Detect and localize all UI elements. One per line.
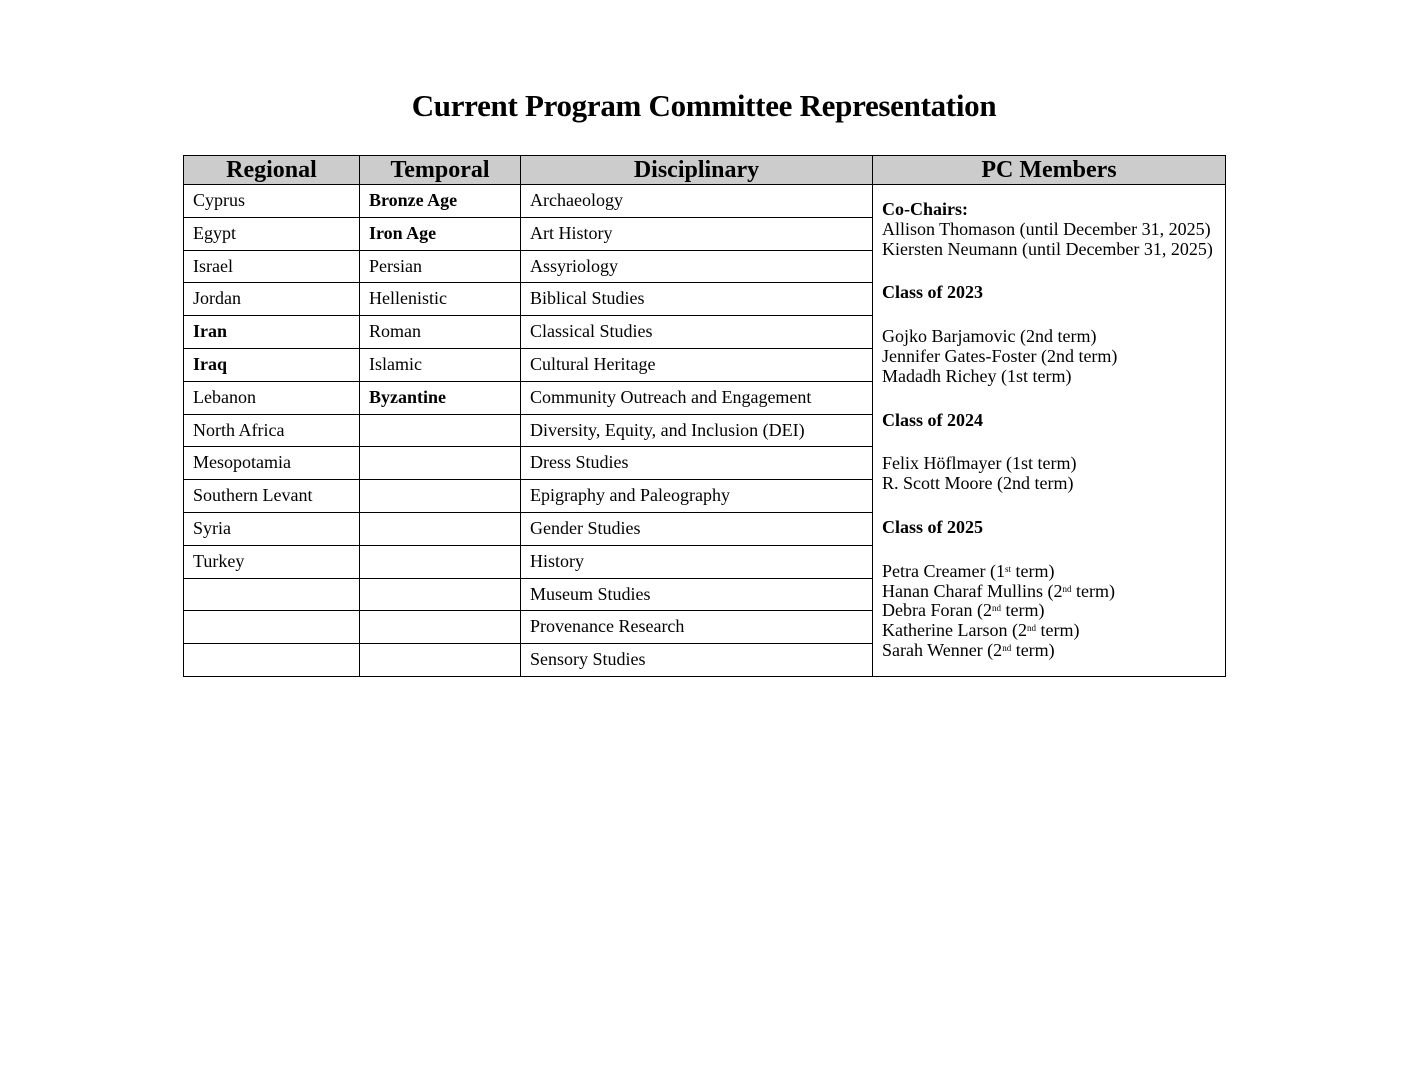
- header-disciplinary: Disciplinary: [521, 156, 873, 185]
- temporal-cell: Islamic: [360, 348, 521, 381]
- table-row: [184, 185, 1226, 218]
- regional-cell: Southern Levant: [184, 480, 360, 513]
- cochairs-heading: Co-Chairs:: [882, 199, 968, 220]
- temporal-cell: Byzantine: [360, 381, 521, 414]
- disciplinary-cell: Diversity, Equity, and Inclusion (DEI): [521, 414, 873, 447]
- disciplinary-cell: Gender Studies: [521, 512, 873, 545]
- regional-cell: Lebanon: [184, 381, 360, 414]
- pc-members-cell: [873, 185, 1226, 677]
- regional-cell: [184, 611, 360, 644]
- header-row: [184, 156, 1226, 185]
- member-entry: Kiersten Neumann (until December 31, 2025): [882, 238, 1213, 259]
- disciplinary-cell: Sensory Studies: [521, 644, 873, 677]
- class-2024-heading: Class of 2024: [882, 409, 984, 430]
- regional-cell: Iran: [184, 316, 360, 349]
- regional-cell: Israel: [184, 250, 360, 283]
- committee-table: [183, 155, 1226, 677]
- temporal-cell: [360, 545, 521, 578]
- regional-cell: Cyprus: [184, 185, 360, 218]
- class-2025-heading: Class of 2025: [882, 517, 984, 538]
- regional-cell: North Africa: [184, 414, 360, 447]
- member-entry: Gojko Barjamovic (2nd term): [882, 326, 1097, 347]
- header-temporal: Temporal: [360, 156, 521, 185]
- disciplinary-cell: History: [521, 545, 873, 578]
- disciplinary-cell: Assyriology: [521, 250, 873, 283]
- disciplinary-cell: Dress Studies: [521, 447, 873, 480]
- disciplinary-cell: Provenance Research: [521, 611, 873, 644]
- regional-cell: [184, 644, 360, 677]
- temporal-cell: Hellenistic: [360, 283, 521, 316]
- member-entry: Hanan Charaf Mullins (2nd term): [882, 580, 1115, 601]
- temporal-cell: [360, 512, 521, 545]
- temporal-cell: [360, 480, 521, 513]
- page-title: Current Program Committee Representation: [411, 88, 997, 123]
- regional-cell: [184, 578, 360, 611]
- class-2023-heading: Class of 2023: [882, 282, 984, 303]
- disciplinary-cell: Biblical Studies: [521, 283, 873, 316]
- member-entry: Allison Thomason (until December 31, 2025): [882, 218, 1211, 239]
- disciplinary-cell: Classical Studies: [521, 316, 873, 349]
- disciplinary-cell: Cultural Heritage: [521, 348, 873, 381]
- member-entry: Debra Foran (2nd term): [882, 600, 1045, 621]
- temporal-cell: Roman: [360, 316, 521, 349]
- regional-cell: Egypt: [184, 217, 360, 250]
- temporal-cell: Persian: [360, 250, 521, 283]
- header-pc-members: PC Members: [873, 156, 1226, 185]
- member-entry: Felix Höflmayer (1st term): [882, 453, 1077, 474]
- header-regional: Regional: [184, 156, 360, 185]
- temporal-cell: [360, 414, 521, 447]
- disciplinary-cell: Archaeology: [521, 185, 873, 218]
- temporal-cell: [360, 447, 521, 480]
- member-entry: Katherine Larson (2nd term): [882, 620, 1080, 641]
- regional-cell: Jordan: [184, 283, 360, 316]
- temporal-cell: [360, 578, 521, 611]
- regional-cell: Iraq: [184, 348, 360, 381]
- regional-cell: Turkey: [184, 545, 360, 578]
- member-entry: Madadh Richey (1st term): [882, 365, 1072, 386]
- disciplinary-cell: Community Outreach and Engagement: [521, 381, 873, 414]
- temporal-cell: [360, 644, 521, 677]
- temporal-cell: Iron Age: [360, 217, 521, 250]
- member-entry: Sarah Wenner (2nd term): [882, 640, 1055, 661]
- member-entry: R. Scott Moore (2nd term): [882, 473, 1074, 494]
- member-entry: Jennifer Gates-Foster (2nd term): [882, 346, 1118, 367]
- disciplinary-cell: Museum Studies: [521, 578, 873, 611]
- temporal-cell: Bronze Age: [360, 185, 521, 218]
- regional-cell: Syria: [184, 512, 360, 545]
- regional-cell: Mesopotamia: [184, 447, 360, 480]
- disciplinary-cell: Art History: [521, 217, 873, 250]
- disciplinary-cell: Epigraphy and Paleography: [521, 480, 873, 513]
- temporal-cell: [360, 611, 521, 644]
- member-entry: Petra Creamer (1st term): [882, 560, 1055, 581]
